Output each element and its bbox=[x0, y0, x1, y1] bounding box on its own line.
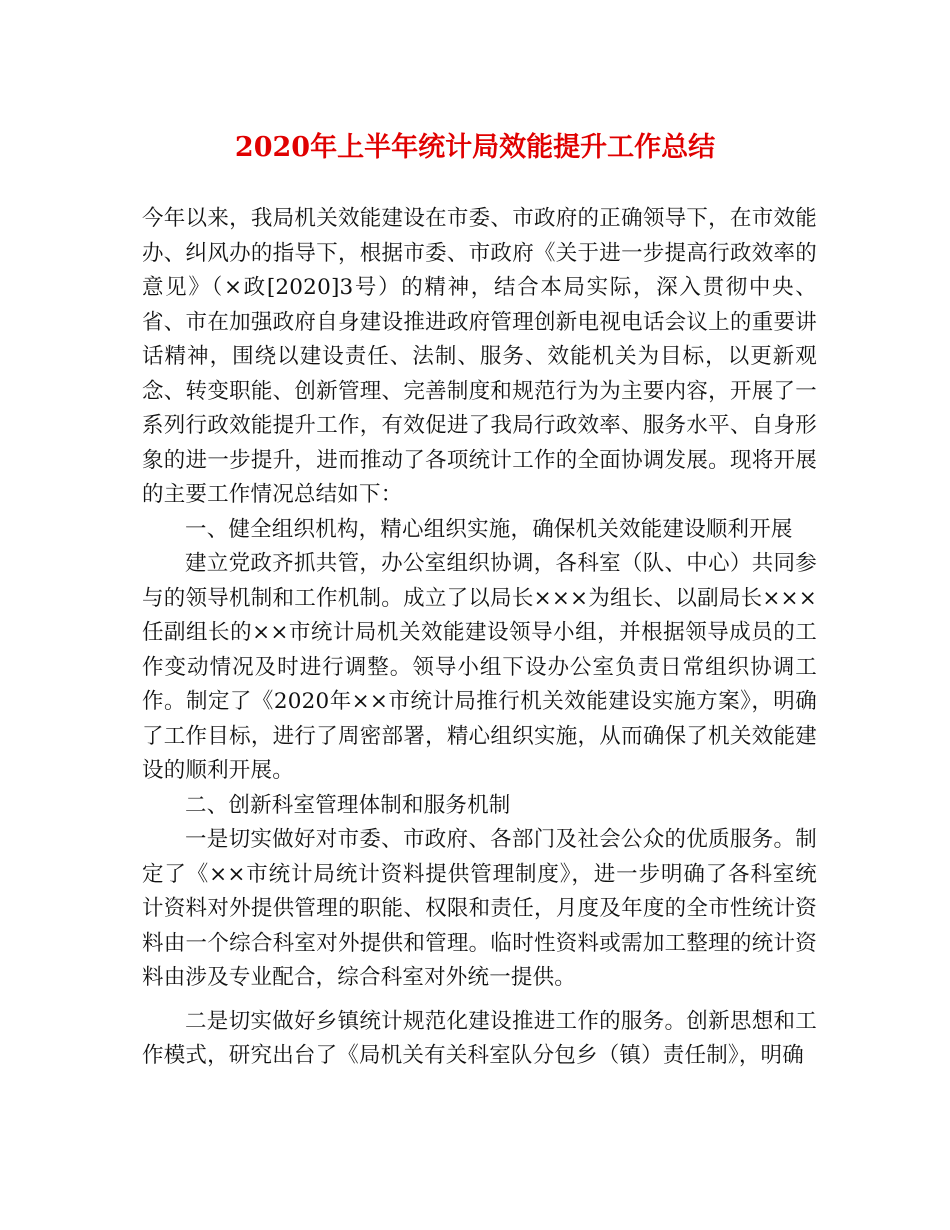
section-heading-2: 二、创新科室管理体制和服务机制 bbox=[185, 792, 511, 818]
document-body bbox=[142, 202, 817, 1074]
paragraph-item-1: 一是切实做好对市委、市政府、各部门及社会公众的优质服务。制定了《××市统计局统计资料提供管理制度》，进一步明确了各科室统计资料对外提供管理的职能、权限和责任，月度及年度的全市性统计资料由一个综合科室对外提供和管理。临时性资料或需加工整理的统计资料由涉及专业配合，综合科室对外统一提供。 bbox=[142, 827, 817, 990]
paragraph-intro: 今年以来，我局机关效能建设在市委、市政府的正确领导下，在市效能办、纠风办的指导下，根据市委、市政府《关于进一步提高行政效率的意见》（×政[2020]3号）的精神，结合本局实际，深入贯彻中央、省、市在加强政府自身建设推进政府管理创新电视电话会议上的重要讲话精神，围绕以建设责任、法制、服务、效能机关为目标，以更新观念、转变职能、创新管理、完善制度和规范行为为主要内容，开展了一系列行政效能提升工作，有效促进了我局行政效率、服务水平、自身形象的进一步提升，进而推动了各项统计工作的全面协调发展。现将开展的主要工作情况总结如下： bbox=[142, 206, 817, 507]
page-title: 2020年上半年统计局效能提升工作总结 bbox=[234, 132, 716, 163]
section-heading-1: 一、健全组织机构，精心组织实施，确保机关效能建设顺利开展 bbox=[185, 516, 793, 542]
paragraph-section-1: 建立党政齐抓共管，办公室组织协调，各科室（队、中心）共同参与的领导机制和工作机制。成立了以局长×××为组长、以副局长×××任副组长的××市统计局机关效能建设领导小组，并根据领导成员的工作变动情况及时进行调整。领导小组下设办公室负责日常组织协调工作。制定了《2020年××市统计局推行机关效能建设实施方案》，明确了工作目标，进行了周密部署，精心组织实施，从而确保了机关效能建设的顺利开展。 bbox=[142, 551, 817, 783]
paragraph-item-2: 二是切实做好乡镇统计规范化建设推进工作的服务。创新思想和工作模式，研究出台了《局机关有关科室队分包乡（镇）责任制》，明确 bbox=[142, 1008, 817, 1068]
